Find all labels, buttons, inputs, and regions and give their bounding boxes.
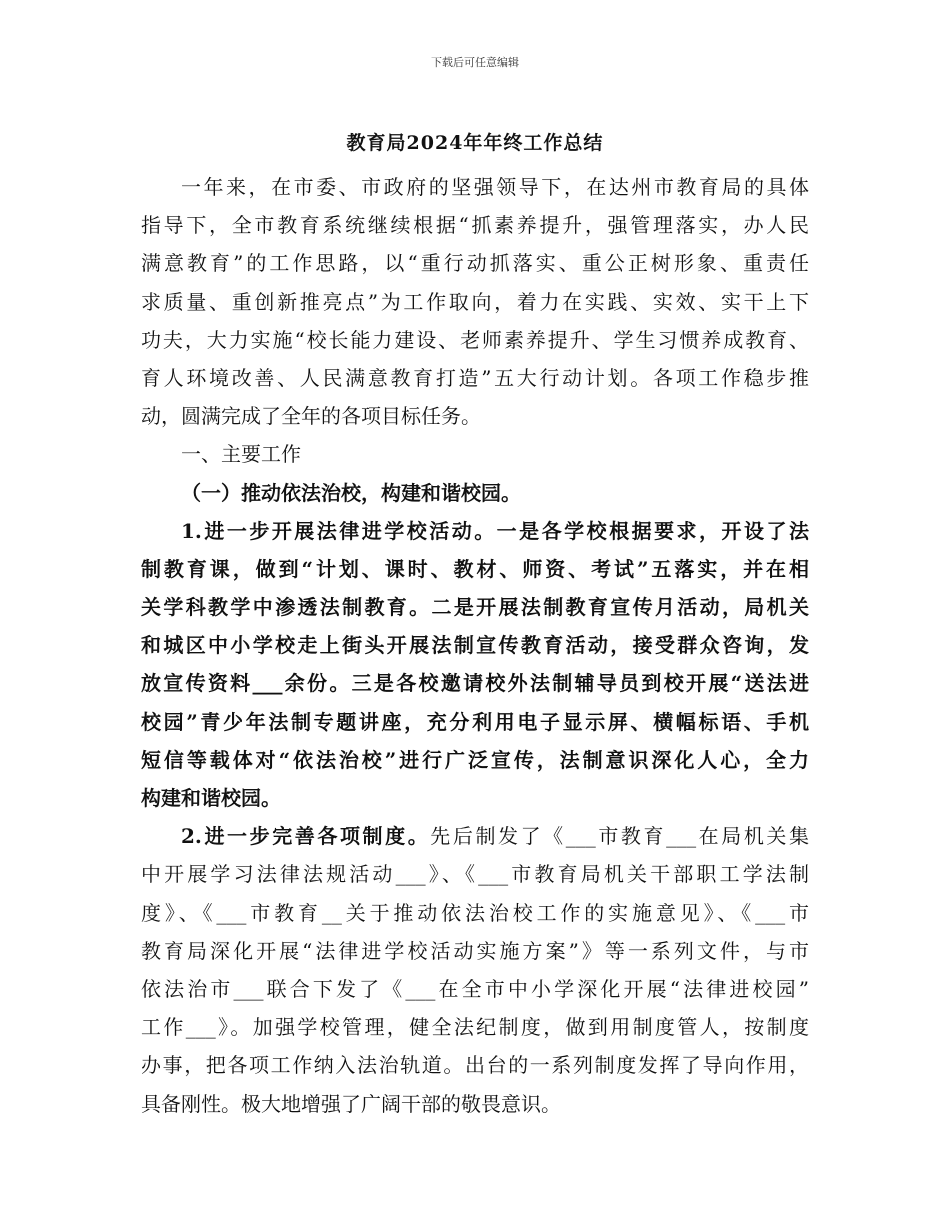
text-line: 校园”青少年法制专题讲座，充分利用电子显示屏、横幅标语、手机 <box>141 709 809 734</box>
text-line: 1.进一步开展法律进学校活动。一是各学校根据要求，开设了法 <box>181 518 809 543</box>
text-line: 动，圆满完成了全年的各项目标任务。 <box>141 404 481 429</box>
text-line: （一）推动依法治校，构建和谐校园。 <box>181 480 521 505</box>
text-line: 构建和谐校园。 <box>141 786 281 810</box>
text-line <box>141 817 809 855</box>
text-line: 中开展学习法律法规活动___》、《___市教育局机关干部职工学法制 <box>141 862 809 887</box>
text-line: 制教育课，做到“计划、课时、教材、师资、考试”五落实，并在相 <box>141 556 809 581</box>
text-line: 办事，把各项工作纳入法治轨道。出台的一系列制度发挥了导向作用， <box>141 1053 809 1078</box>
text-line: 短信等载体对“依法治校”进行广泛宣传，法制意识深化人心，全力 <box>141 747 809 772</box>
document-body <box>141 168 809 1123</box>
text-line: 指导下，全市教育系统继续根据“抓素养提升，强管理落实，办人民 <box>141 213 809 238</box>
text-line: 育人环境改善、人民满意教育打造”五大行动计划。各项工作稳步推 <box>141 365 809 390</box>
text-line: 功夫，大力实施“校长能力建设、老师素养提升、学生习惯养成教育、 <box>141 327 809 352</box>
text-line: 放宣传资料___余份。三是各校邀请校外法制辅导员到校开展“送法进 <box>141 671 809 696</box>
text-line: 一、主要工作 <box>181 442 301 467</box>
header-note: 下载后可任意编辑 <box>431 56 519 69</box>
text-line: 满意教育”的工作思路，以“重行动抓落实、重公正树形象、重责任 <box>141 251 809 276</box>
text-line: 和城区中小学校走上街头开展法制宣传教育活动，接受群众咨询，发 <box>141 633 809 658</box>
text-line: 一年来，在市委、市政府的坚强领导下，在达州市教育局的具体 <box>181 175 809 199</box>
text-line: 具备刚性。极大地增强了广阔干部的敬畏意识。 <box>141 1091 561 1116</box>
text-line: 度》、《___市教育__关于推动依法治校工作的实施意见》、《___市 <box>141 900 809 925</box>
text-line: 工作___》。加强学校管理，健全法纪制度，做到用制度管人，按制度 <box>141 1015 809 1040</box>
paragraph-heading: 2.进一步完善各项制度。 <box>181 824 431 849</box>
text-line: 关学科教学中渗透法制教育。二是开展法制教育宣传月活动，局机关 <box>141 595 809 620</box>
text-line: 教育局深化开展“法律进学校活动实施方案”》等一系列文件，与市 <box>141 938 809 963</box>
document-title: 教育局2024年年终工作总结 <box>346 132 604 154</box>
text-line: 求质量、重创新推亮点”为工作取向，着力在实践、实效、实干上下 <box>141 289 809 314</box>
paragraph-text: 先后制发了《___市教育___在局机关集 <box>430 824 809 849</box>
text-line: 依法治市___联合下发了《___在全市中小学深化开展“法律进校园” <box>141 976 809 1001</box>
